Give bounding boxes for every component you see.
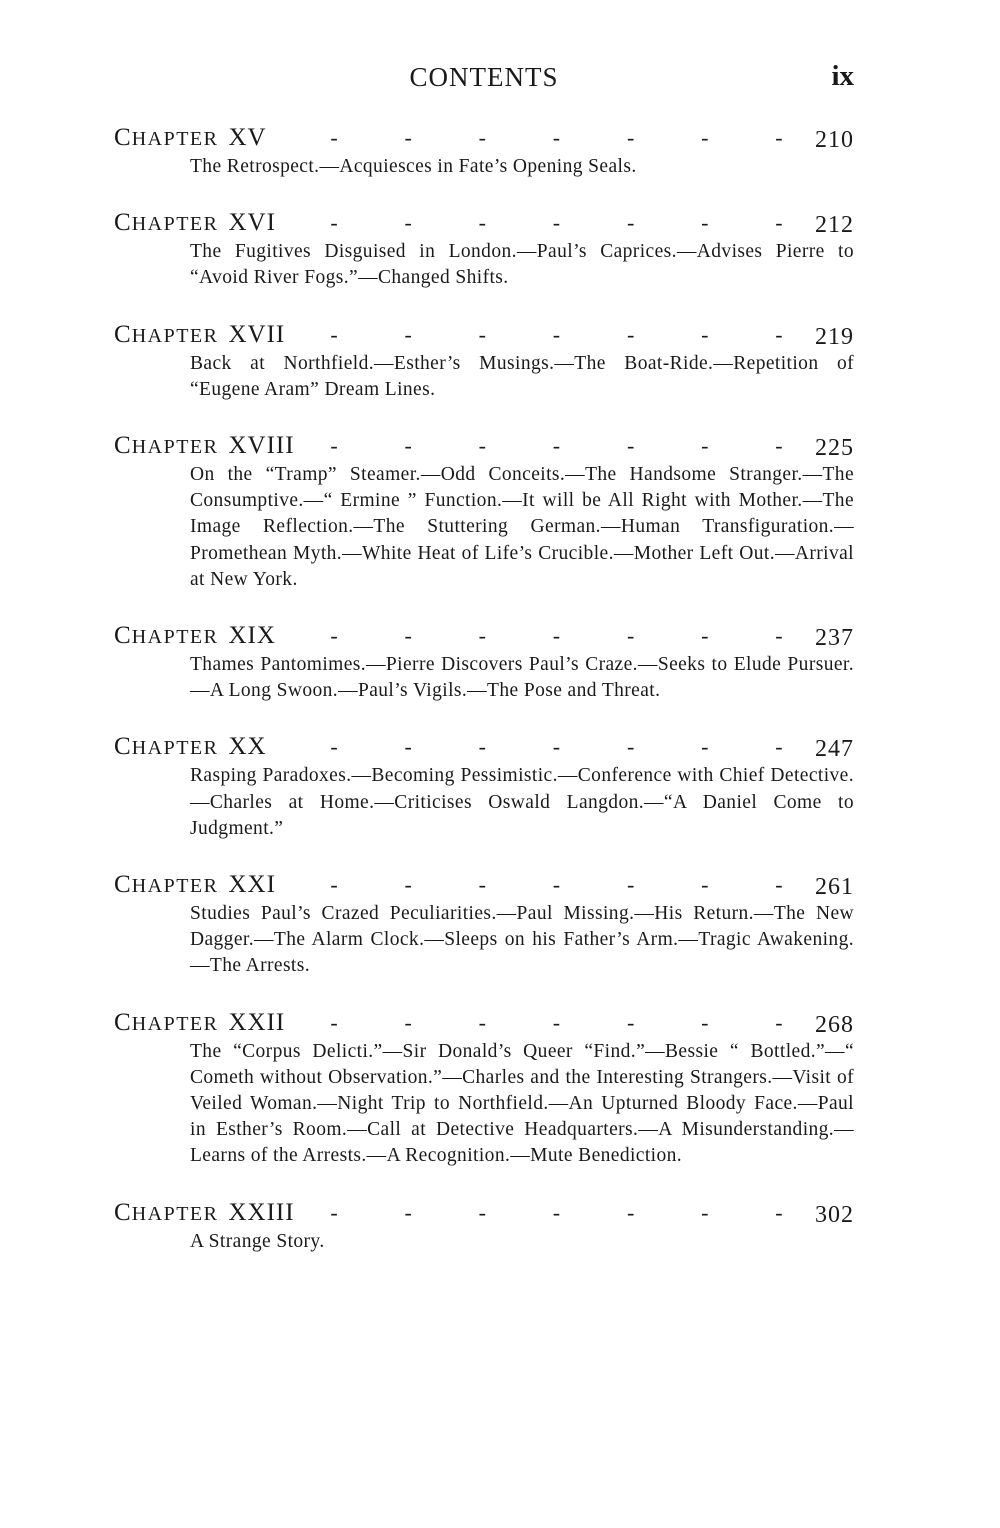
chapter-label-rest: HAPTER [131, 436, 219, 459]
chapter-summary: The “Corpus Delicti.”—Sir Donald’s Queer “Find.”—Bessie “ Bottled.”—“ Cometh without Observation.”—Charles and the Interesting Strangers.—Visit of Veiled Woman.—Night Trip to Northfield.—An Upturned Bloody Face.—Paul in Esther’s Room.—Call at Detective Headquarters.—A Misunderstanding.—Learns of the Arrests.—A Recognition.—Mute Benediction. [190, 1040, 854, 1167]
chapter-label-rest: HAPTER [131, 1012, 219, 1035]
chapter-summary: On the “Tramp” Steamer.—Odd Conceits.—The Handsome Stranger.—The Consumptive.—“ Ermine ” Function.—It will be All Right with Mother.—The Image Reflection.—The Stuttering German.—Human Transfiguration.—Promethean Myth.—White Heat of Life’s Crucible.—Mother Left Out.—Arrival at New York. [190, 464, 854, 590]
chapter-page-number: 237 [815, 625, 854, 652]
toc-entry-heading [114, 731, 854, 763]
chapter-label-initial: C [114, 124, 132, 151]
chapter-label-rest: HAPTER [131, 626, 219, 649]
toc-entry [114, 207, 854, 291]
toc-entry [114, 869, 854, 980]
chapter-label [114, 1199, 218, 1226]
chapter-page-number: 261 [815, 874, 854, 901]
chapter-label [114, 432, 218, 459]
chapter-label-initial: C [114, 871, 132, 899]
toc-entry [114, 319, 854, 403]
chapter-number: XXI [228, 871, 276, 899]
dot-leaders: - - - - - - - [330, 125, 783, 150]
chapter-number: XXII [228, 1008, 286, 1036]
folio-page-number: ix [831, 60, 854, 92]
toc-entry-heading [114, 1197, 854, 1229]
chapter-label [114, 733, 218, 760]
dot-leaders: - - - - - - - [330, 1009, 783, 1035]
chapter-page-number: 212 [815, 212, 854, 239]
toc-entry-heading [114, 620, 854, 652]
chapter-label-rest: HAPTER [131, 213, 219, 236]
chapter-number: XV [228, 124, 267, 151]
dot-leaders: - - - - - - - [330, 872, 783, 898]
chapter-label [114, 871, 218, 898]
toc-entry-heading [114, 869, 854, 901]
chapter-label-initial: C [114, 1198, 132, 1226]
dot-leaders: - - - - - - - [330, 623, 783, 649]
chapter-summary: Studies Paul’s Crazed Peculiarities.—Paul Missing.—His Return.—The New Dagger.—The Alarm Clock.—Sleeps on his Father’s Arm.—Tragic Awakening.—The Arrests. [190, 903, 854, 977]
dot-leaders: - - - - - - - [330, 321, 783, 347]
chapter-page-number: 219 [815, 323, 854, 350]
dot-leaders: - - - - - - - [330, 734, 783, 760]
chapter-number: XVI [228, 209, 276, 237]
toc-entry [114, 1007, 854, 1170]
chapter-summary: A Strange Story. [190, 1230, 325, 1252]
toc-entry [114, 430, 854, 593]
toc-entry-heading [114, 122, 854, 154]
chapter-label [114, 622, 218, 649]
chapter-label-rest: HAPTER [131, 737, 219, 760]
running-header [114, 62, 854, 98]
chapter-label-initial: C [114, 209, 132, 237]
dot-leaders: - - - - - - - [330, 433, 783, 459]
chapter-label-rest: HAPTER [131, 324, 219, 347]
chapter-summary: The Retrospect.—Acquiesces in Fate’s Opening Seals. [190, 156, 637, 177]
chapter-number: XX [228, 733, 267, 761]
chapter-summary: The Fugitives Disguised in London.—Paul’s Caprices.—Advises Pierre to “Avoid River Fogs.”—Changed Shifts. [190, 241, 854, 289]
chapter-label-initial: C [114, 432, 132, 460]
page-title: CONTENTS [409, 62, 559, 92]
toc-entry-heading [114, 207, 854, 239]
chapter-number: XXIII [228, 1198, 295, 1226]
chapter-label [114, 209, 218, 236]
chapter-label-initial: C [114, 622, 132, 650]
chapter-label-rest: HAPTER [131, 1202, 219, 1225]
chapter-label [114, 124, 218, 151]
chapter-label-initial: C [114, 1008, 132, 1036]
chapter-page-number: 210 [815, 127, 854, 153]
chapter-label-rest: HAPTER [131, 128, 219, 150]
toc-entry-heading [114, 430, 854, 462]
chapter-number: XVIII [228, 432, 295, 460]
toc-entry [114, 731, 854, 842]
chapter-number: XVII [228, 320, 286, 348]
chapter-summary: Thames Pantomimes.—Pierre Discovers Paul’s Craze.—Seeks to Elude Pursuer.—A Long Swoon.—Paul’s Vigils.—The Pose and Threat. [190, 654, 854, 702]
dot-leaders: - - - - - - - [330, 210, 783, 236]
toc-entry-heading [114, 1007, 854, 1039]
chapter-page-number: 225 [815, 435, 854, 462]
chapter-label [114, 321, 218, 348]
toc-entry [114, 122, 854, 180]
toc-entry-heading [114, 319, 854, 351]
chapter-summary: Rasping Paradoxes.—Becoming Pessimistic.—Conference with Chief Detective.—Charles at Home.—Criticises Oswald Langdon.—“A Daniel Come to Judgment.” [190, 765, 854, 839]
dot-leaders: - - - - - - - [330, 1199, 783, 1225]
chapter-label-initial: C [114, 320, 132, 348]
chapter-label [114, 1009, 218, 1036]
chapter-page-number: 268 [815, 1011, 854, 1038]
chapter-label-rest: HAPTER [131, 875, 219, 898]
toc-entry [114, 1197, 854, 1255]
chapter-label-initial: C [114, 733, 132, 761]
chapter-page-number: 302 [815, 1201, 854, 1228]
toc-entry [114, 620, 854, 704]
table-of-contents [114, 122, 854, 1282]
chapter-number: XIX [228, 622, 276, 650]
chapter-page-number: 247 [815, 736, 854, 763]
chapter-summary: Back at Northfield.—Esther’s Musings.—The Boat-Ride.—Repetition of “Eugene Aram” Dream Lines. [190, 352, 854, 400]
